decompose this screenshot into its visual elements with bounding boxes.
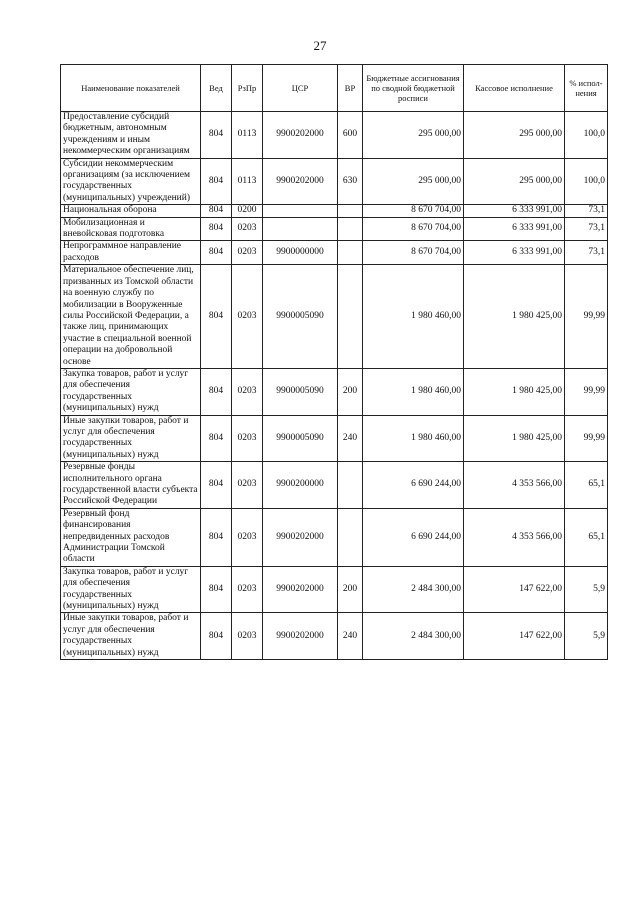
row-ved: 804 [201,158,232,205]
header-name: Наименование показателей [61,65,201,112]
row-rzpr: 0113 [232,112,263,159]
row-execution-percent: 100,0 [565,112,608,159]
row-cash-execution: 4 353 566,00 [464,462,565,509]
row-assignments: 295 000,00 [363,112,464,159]
row-rzpr: 0203 [232,566,263,613]
row-csr: 9900005090 [263,368,338,415]
row-vr: 200 [338,368,363,415]
row-csr: 9900202000 [263,112,338,159]
row-csr [263,205,338,217]
header-assignments: Бюджетные ассигнования по сводной бюджетной росписи [363,65,464,112]
row-csr: 9900005090 [263,415,338,462]
row-rzpr: 0203 [232,217,263,241]
row-name: Материальное обеспечение лиц, призванных из Томской области на военную службу по мобилизации в Вооруженные силы Российской Федерации, а также лиц, принимающих участие в специальной военной операции на добровольной основе [61,265,201,369]
table-row [61,241,608,265]
row-cash-execution: 1 980 425,00 [464,415,565,462]
row-assignments: 6 690 244,00 [363,508,464,566]
row-vr [338,217,363,241]
row-assignments: 295 000,00 [363,158,464,205]
row-execution-percent: 99,99 [565,368,608,415]
row-vr: 600 [338,112,363,159]
row-name: Закупка товаров, работ и услуг для обеспечения государственных (муниципальных) нужд [61,566,201,613]
table-row [61,112,608,159]
budget-execution-table [60,64,608,660]
header-rzpr: РзПр [232,65,263,112]
row-ved: 804 [201,217,232,241]
row-ved: 804 [201,368,232,415]
row-ved: 804 [201,566,232,613]
row-execution-percent: 99,99 [565,415,608,462]
row-ved: 804 [201,265,232,369]
row-csr: 9900202000 [263,613,338,660]
row-name: Субсидии некоммерческим организациям (за исключением государственных (муниципальных) учреждений) [61,158,201,205]
row-execution-percent: 73,1 [565,205,608,217]
row-vr: 240 [338,415,363,462]
row-csr: 9900200000 [263,462,338,509]
header-ved: Вед [201,65,232,112]
row-csr [263,217,338,241]
row-assignments: 2 484 300,00 [363,566,464,613]
row-cash-execution: 147 622,00 [464,566,565,613]
row-name: Непрограммное направление расходов [61,241,201,265]
row-execution-percent: 5,9 [565,613,608,660]
row-cash-execution: 6 333 991,00 [464,241,565,265]
row-cash-execution: 4 353 566,00 [464,508,565,566]
table-row [61,566,608,613]
row-csr: 9900005090 [263,265,338,369]
row-ved: 804 [201,241,232,265]
row-csr: 9900202000 [263,566,338,613]
row-rzpr: 0203 [232,462,263,509]
row-assignments: 1 980 460,00 [363,415,464,462]
row-csr: 9900202000 [263,158,338,205]
row-ved: 804 [201,415,232,462]
row-name: Резервный фонд финансирования непредвиденных расходов Администрации Томской области [61,508,201,566]
row-execution-percent: 100,0 [565,158,608,205]
row-vr: 630 [338,158,363,205]
row-ved: 804 [201,462,232,509]
row-vr [338,462,363,509]
row-csr: 9900000000 [263,241,338,265]
row-ved: 804 [201,112,232,159]
row-execution-percent: 65,1 [565,462,608,509]
row-ved: 804 [201,508,232,566]
row-execution-percent: 65,1 [565,508,608,566]
row-cash-execution: 6 333 991,00 [464,217,565,241]
row-vr [338,265,363,369]
table-row [61,205,608,217]
header-vr: ВР [338,65,363,112]
row-assignments: 8 670 704,00 [363,241,464,265]
row-assignments: 1 980 460,00 [363,368,464,415]
row-name: Иные закупки товаров, работ и услуг для обеспечения государственных (муниципальных) нужд [61,415,201,462]
table-row [61,508,608,566]
row-ved: 804 [201,613,232,660]
table-row [61,415,608,462]
table-row [61,158,608,205]
row-vr: 240 [338,613,363,660]
table-row [61,613,608,660]
row-vr [338,241,363,265]
row-rzpr: 0203 [232,368,263,415]
header-execution-percent: % испол-нения [565,65,608,112]
row-rzpr: 0113 [232,158,263,205]
row-vr [338,508,363,566]
row-cash-execution: 6 333 991,00 [464,205,565,217]
table-row [61,462,608,509]
row-assignments: 8 670 704,00 [363,205,464,217]
row-execution-percent: 73,1 [565,241,608,265]
row-execution-percent: 73,1 [565,217,608,241]
row-name: Предоставление субсидий бюджетным, автономным учреждениям и иным некоммерческим организациям [61,112,201,159]
table-row [61,217,608,241]
row-csr: 9900202000 [263,508,338,566]
header-cash-execution: Кассовое исполнение [464,65,565,112]
header-csr: ЦСР [263,65,338,112]
row-vr [338,205,363,217]
table-row [61,368,608,415]
row-cash-execution: 295 000,00 [464,112,565,159]
row-execution-percent: 5,9 [565,566,608,613]
row-assignments: 8 670 704,00 [363,217,464,241]
row-name: Национальная оборона [61,205,201,217]
row-name: Резервные фонды исполнительного органа государственной власти субъекта Российской Федерации [61,462,201,509]
row-cash-execution: 1 980 425,00 [464,265,565,369]
row-assignments: 2 484 300,00 [363,613,464,660]
row-vr: 200 [338,566,363,613]
row-name: Закупка товаров, работ и услуг для обеспечения государственных (муниципальных) нужд [61,368,201,415]
row-assignments: 6 690 244,00 [363,462,464,509]
row-rzpr: 0203 [232,415,263,462]
row-execution-percent: 99,99 [565,265,608,369]
table-header-row [61,65,608,112]
row-rzpr: 0203 [232,265,263,369]
row-rzpr: 0203 [232,241,263,265]
row-rzpr: 0203 [232,508,263,566]
row-rzpr: 0203 [232,613,263,660]
row-cash-execution: 147 622,00 [464,613,565,660]
row-cash-execution: 1 980 425,00 [464,368,565,415]
table-row [61,265,608,369]
row-name: Иные закупки товаров, работ и услуг для обеспечения государственных (муниципальных) нужд [61,613,201,660]
page-number: 27 [313,38,327,53]
row-assignments: 1 980 460,00 [363,265,464,369]
row-name: Мобилизационная и вневойсковая подготовка [61,217,201,241]
row-ved: 804 [201,205,232,217]
row-cash-execution: 295 000,00 [464,158,565,205]
row-rzpr: 0200 [232,205,263,217]
